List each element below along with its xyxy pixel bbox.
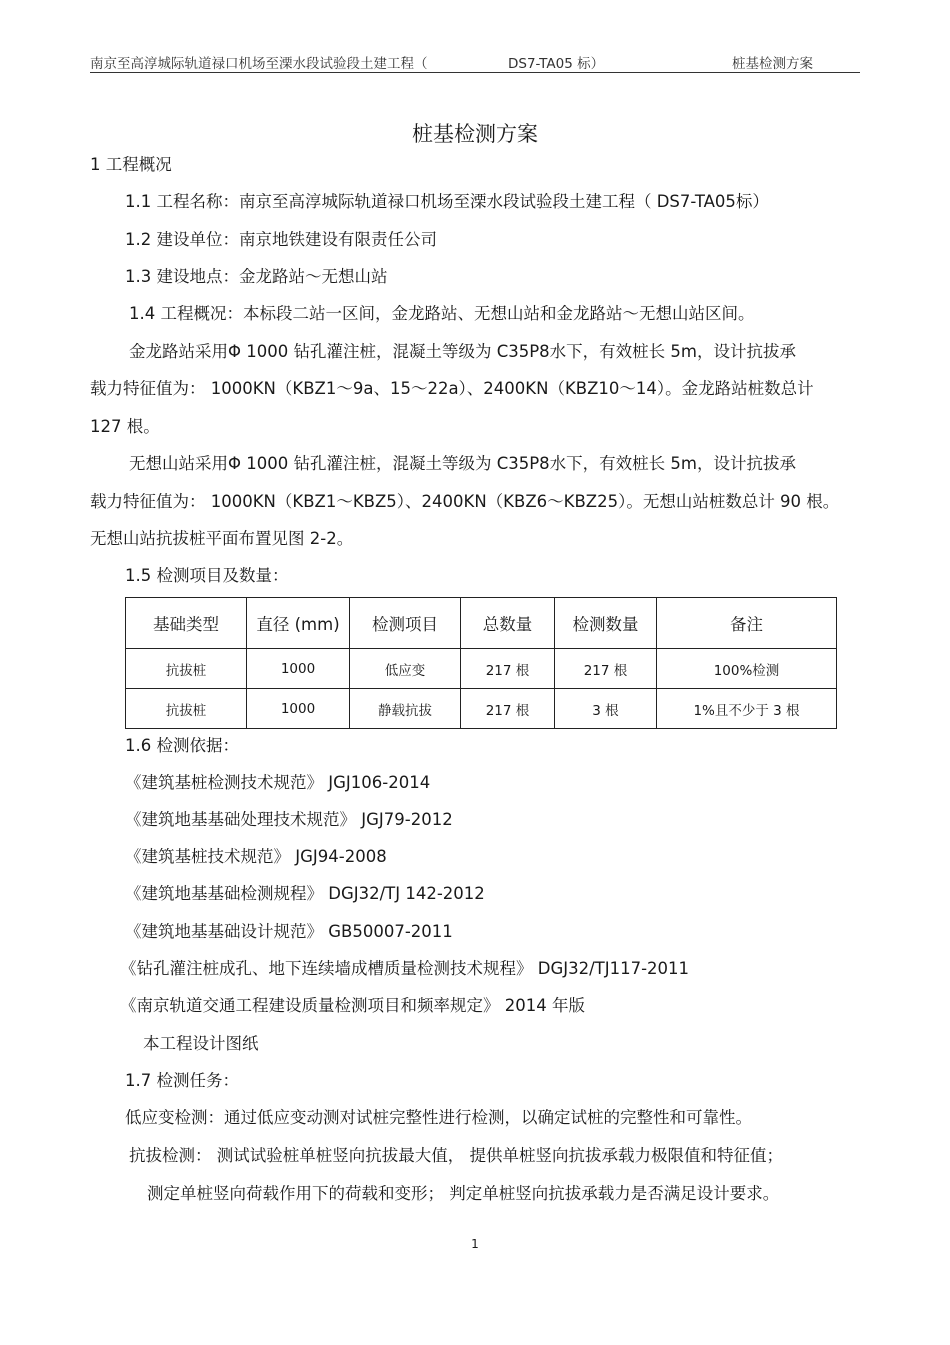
table-cell: 217 根	[461, 649, 555, 689]
inspection-table	[125, 597, 837, 729]
task-low-strain: 低应变检测：通过低应变动测对试桩完整性进行检测，以确定试桩的完整性和可靠性。	[125, 1108, 752, 1127]
table-header-cell: 基础类型	[126, 598, 247, 649]
table-row	[126, 649, 837, 689]
document-title: 桩基检测方案	[412, 122, 538, 146]
table-cell: 抗拔桩	[126, 689, 247, 729]
table-header-cell: 备注	[657, 598, 837, 649]
section-1-6: 1.6 检测依据：	[125, 736, 239, 755]
task-uplift-line-2: 测定单桩竖向荷载作用下的荷载和变形； 判定单桩竖向抗拔承载力是否满足设计要求。	[147, 1184, 780, 1203]
reference-item: 《建筑地基基础处理技术规范》 JGJ79-2012	[125, 810, 453, 829]
table-cell: 低应变	[350, 649, 461, 689]
table-cell: 100%检测	[657, 649, 837, 689]
section-1-heading: 1 工程概况	[90, 155, 172, 174]
table-cell: 1000	[247, 649, 350, 689]
table-cell: 3 根	[555, 689, 657, 729]
table-header-cell: 检测项目	[350, 598, 461, 649]
section-1-4: 1.4 工程概况：本标段二站一区间，金龙路站、无想山站和金龙路站～无想山站区间。	[129, 304, 755, 323]
table-header-cell: 直径 (mm)	[247, 598, 350, 649]
reference-item: 本工程设计图纸	[143, 1034, 259, 1053]
header-code: DS7-TA05 标）	[508, 56, 605, 72]
table-cell: 217 根	[555, 649, 657, 689]
paragraph-wuxiangshan-line-3: 无想山站抗拔桩平面布置见图 2-2。	[90, 529, 354, 548]
table-cell: 217 根	[461, 689, 555, 729]
paragraph-wuxiangshan-line-2: 载力特征值为： 1000KN（KBZ1～KBZ5）、2400KN（KBZ6～KBZ25）。无想山站桩数总计 90 根。	[90, 492, 840, 511]
section-1-1: 1.1 工程名称：南京至高淳城际轨道禄口机场至溧水段试验段土建工程（ DS7-TA05标）	[125, 192, 769, 211]
reference-item: 《建筑地基基础设计规范》 GB50007-2011	[125, 922, 453, 941]
table-cell: 静载抗拔	[350, 689, 461, 729]
reference-item: 《建筑地基基础检测规程》 DGJ32/TJ 142-2012	[125, 884, 485, 903]
section-1-5: 1.5 检测项目及数量：	[125, 566, 289, 585]
table-header-cell: 检测数量	[555, 598, 657, 649]
paragraph-jinlong-line-1: 金龙路站采用Φ 1000 钻孔灌注桩，混凝土等级为 C35P8水下，有效桩长 5m，设计抗拔承	[129, 342, 796, 361]
reference-item: 《南京轨道交通工程建设质量检测项目和频率规定》 2014 年版	[120, 996, 585, 1015]
reference-item: 《建筑基桩技术规范》 JGJ94-2008	[125, 847, 387, 866]
table-row	[126, 689, 837, 729]
reference-item: 《建筑基桩检测技术规范》 JGJ106-2014	[125, 773, 431, 792]
section-1-3: 1.3 建设地点：金龙路站～无想山站	[125, 267, 388, 286]
paragraph-jinlong-line-3: 127 根。	[90, 417, 160, 436]
table-cell: 抗拔桩	[126, 649, 247, 689]
table-header-cell: 总数量	[461, 598, 555, 649]
task-uplift-line-1: 抗拔检测： 测试试验桩单桩竖向抗拔最大值， 提供单桩竖向抗拔承载力极限值和特征值；	[129, 1146, 783, 1165]
table-header-row	[126, 598, 837, 649]
header-project: 南京至高淳城际轨道禄口机场至溧水段试验段土建工程（	[90, 56, 428, 72]
page-number: 1	[471, 1237, 479, 1251]
header-doc-title: 桩基检测方案	[732, 56, 813, 72]
reference-item: 《钻孔灌注桩成孔、地下连续墙成槽质量检测技术规程》 DGJ32/TJ117-2011	[120, 959, 690, 978]
paragraph-jinlong-line-2: 载力特征值为： 1000KN（KBZ1～9a、15～22a）、2400KN（KBZ10～14）。金龙路站桩数总计	[90, 379, 814, 398]
section-1-7: 1.7 检测任务：	[125, 1071, 239, 1090]
table-cell: 1000	[247, 689, 350, 729]
page-header	[90, 50, 860, 73]
paragraph-wuxiangshan-line-1: 无想山站采用Φ 1000 钻孔灌注桩，混凝土等级为 C35P8水下，有效桩长 5m，设计抗拔承	[129, 454, 796, 473]
table-cell: 1%且不少于 3 根	[657, 689, 837, 729]
section-1-2: 1.2 建设单位：南京地铁建设有限责任公司	[125, 230, 437, 249]
